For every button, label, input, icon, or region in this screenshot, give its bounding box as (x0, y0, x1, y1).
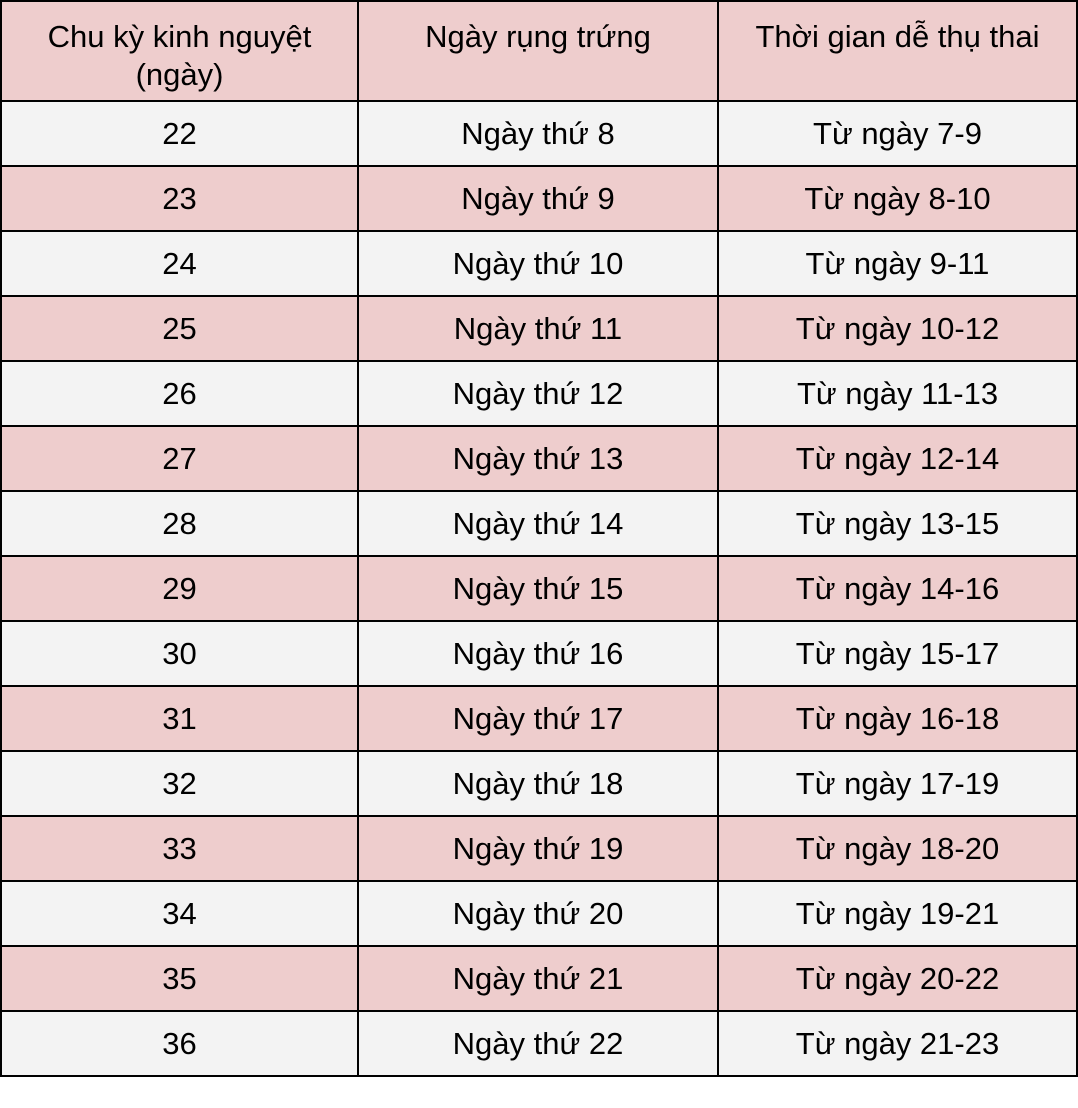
ovulation-day-cell: Ngày thứ 11 (358, 296, 718, 361)
fertile-window-cell: Từ ngày 13-15 (718, 491, 1077, 556)
cycle-length-cell: 34 (1, 881, 358, 946)
table-row (1, 491, 1077, 556)
ovulation-day-cell: Ngày thứ 20 (358, 881, 718, 946)
fertile-window-cell: Từ ngày 7-9 (718, 101, 1077, 166)
table-row (1, 946, 1077, 1011)
fertile-window-cell: Từ ngày 19-21 (718, 881, 1077, 946)
table-row (1, 1011, 1077, 1076)
cycle-length-cell: 25 (1, 296, 358, 361)
header-cycle-length-label: Chu kỳ kinh nguyệt (ngày) (47, 19, 312, 92)
table-header-row (1, 1, 1077, 101)
ovulation-day-cell: Ngày thứ 22 (358, 1011, 718, 1076)
ovulation-day-cell: Ngày thứ 13 (358, 426, 718, 491)
table-row (1, 621, 1077, 686)
cycle-length-cell: 36 (1, 1011, 358, 1076)
ovulation-day-cell: Ngày thứ 14 (358, 491, 718, 556)
ovulation-day-cell: Ngày thứ 12 (358, 361, 718, 426)
fertile-window-cell: Từ ngày 20-22 (718, 946, 1077, 1011)
cycle-length-cell: 29 (1, 556, 358, 621)
table-row (1, 751, 1077, 816)
header-fertile-window-label: Thời gian dễ thụ thai (755, 19, 1040, 54)
fertile-window-cell: Từ ngày 11-13 (718, 361, 1077, 426)
ovulation-day-cell: Ngày thứ 16 (358, 621, 718, 686)
fertile-window-cell: Từ ngày 12-14 (718, 426, 1077, 491)
fertile-window-cell: Từ ngày 10-12 (718, 296, 1077, 361)
header-cycle-length (1, 1, 358, 101)
fertile-window-cell: Từ ngày 14-16 (718, 556, 1077, 621)
ovulation-day-cell: Ngày thứ 9 (358, 166, 718, 231)
table-row (1, 296, 1077, 361)
cycle-length-cell: 23 (1, 166, 358, 231)
table-row (1, 166, 1077, 231)
cycle-length-cell: 28 (1, 491, 358, 556)
cycle-length-cell: 24 (1, 231, 358, 296)
table-row (1, 361, 1077, 426)
cycle-length-cell: 30 (1, 621, 358, 686)
cycle-length-cell: 35 (1, 946, 358, 1011)
ovulation-day-cell: Ngày thứ 8 (358, 101, 718, 166)
cycle-length-cell: 27 (1, 426, 358, 491)
fertile-window-cell: Từ ngày 8-10 (718, 166, 1077, 231)
table-row (1, 816, 1077, 881)
cycle-length-cell: 32 (1, 751, 358, 816)
fertile-window-cell: Từ ngày 18-20 (718, 816, 1077, 881)
table-row (1, 426, 1077, 491)
cycle-length-cell: 31 (1, 686, 358, 751)
fertile-window-cell: Từ ngày 15-17 (718, 621, 1077, 686)
fertile-window-cell: Từ ngày 9-11 (718, 231, 1077, 296)
table-row (1, 231, 1077, 296)
table-row (1, 881, 1077, 946)
cycle-length-cell: 26 (1, 361, 358, 426)
ovulation-day-cell: Ngày thứ 21 (358, 946, 718, 1011)
header-ovulation-day (358, 1, 718, 101)
header-ovulation-day-label: Ngày rụng trứng (425, 19, 651, 54)
ovulation-day-cell: Ngày thứ 10 (358, 231, 718, 296)
fertile-window-cell: Từ ngày 16-18 (718, 686, 1077, 751)
cycle-length-cell: 33 (1, 816, 358, 881)
table-row (1, 686, 1077, 751)
fertile-window-cell: Từ ngày 17-19 (718, 751, 1077, 816)
ovulation-day-cell: Ngày thứ 15 (358, 556, 718, 621)
table-body (1, 101, 1077, 1076)
ovulation-day-cell: Ngày thứ 17 (358, 686, 718, 751)
table-row (1, 556, 1077, 621)
cycle-length-cell: 22 (1, 101, 358, 166)
table-row (1, 101, 1077, 166)
header-fertile-window (718, 1, 1077, 101)
fertile-window-cell: Từ ngày 21-23 (718, 1011, 1077, 1076)
ovulation-day-cell: Ngày thứ 18 (358, 751, 718, 816)
ovulation-day-cell: Ngày thứ 19 (358, 816, 718, 881)
